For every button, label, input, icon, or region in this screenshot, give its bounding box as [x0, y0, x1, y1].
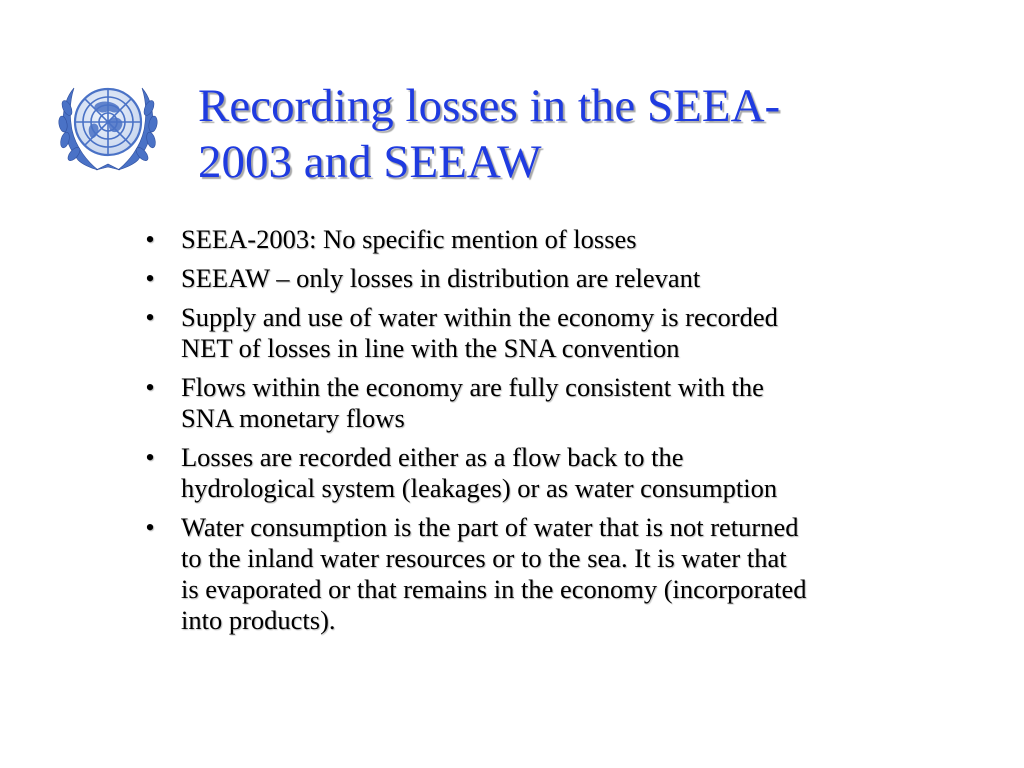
bullet-line: Losses are recorded either as a flow back to the: [181, 442, 684, 472]
bullet-line: into products).: [181, 605, 336, 635]
bullet-line: SEEA-2003: No specific mention of losses: [181, 224, 637, 254]
bullet-line: hydrological system (leakages) or as water consumption: [181, 473, 778, 503]
bullet-dot: •: [145, 512, 155, 542]
bullet-line: SEEAW – only losses in distribution are relevant: [181, 263, 701, 293]
bullet-dot: •: [145, 224, 155, 254]
bullet-line: SNA monetary flows: [181, 403, 405, 433]
bullet-line: Water consumption is the part of water that is not returned: [181, 512, 799, 542]
bullet-line: NET of losses in line with the SNA convention: [181, 333, 680, 363]
bullet-dot: •: [145, 372, 155, 402]
bullet-item-3: [140, 302, 1000, 364]
slide-title: [198, 78, 998, 190]
bullet-dot: •: [145, 263, 155, 293]
bullet-line: is evaporated or that remains in the economy (incorporated: [181, 574, 807, 604]
bullet-dot: •: [145, 302, 155, 332]
bullet-list: [140, 224, 1000, 644]
bullet-item-4: [140, 372, 1000, 434]
slide-title-line-1: Recording losses in the SEEA-: [198, 80, 781, 132]
un-emblem-icon: [52, 74, 164, 174]
bullet-item-5: [140, 442, 1000, 504]
bullet-item-1: [140, 224, 1000, 255]
bullet-line: Flows within the economy are fully consistent with the: [181, 372, 764, 402]
bullet-item-6: [140, 512, 1000, 636]
slide-title-line-2: 2003 and SEEAW: [198, 136, 542, 188]
bullet-item-2: [140, 263, 1000, 294]
bullet-line: to the inland water resources or to the sea. It is water that: [181, 543, 787, 573]
bullet-dot: •: [145, 442, 155, 472]
bullet-line: Supply and use of water within the economy is recorded: [181, 302, 778, 332]
